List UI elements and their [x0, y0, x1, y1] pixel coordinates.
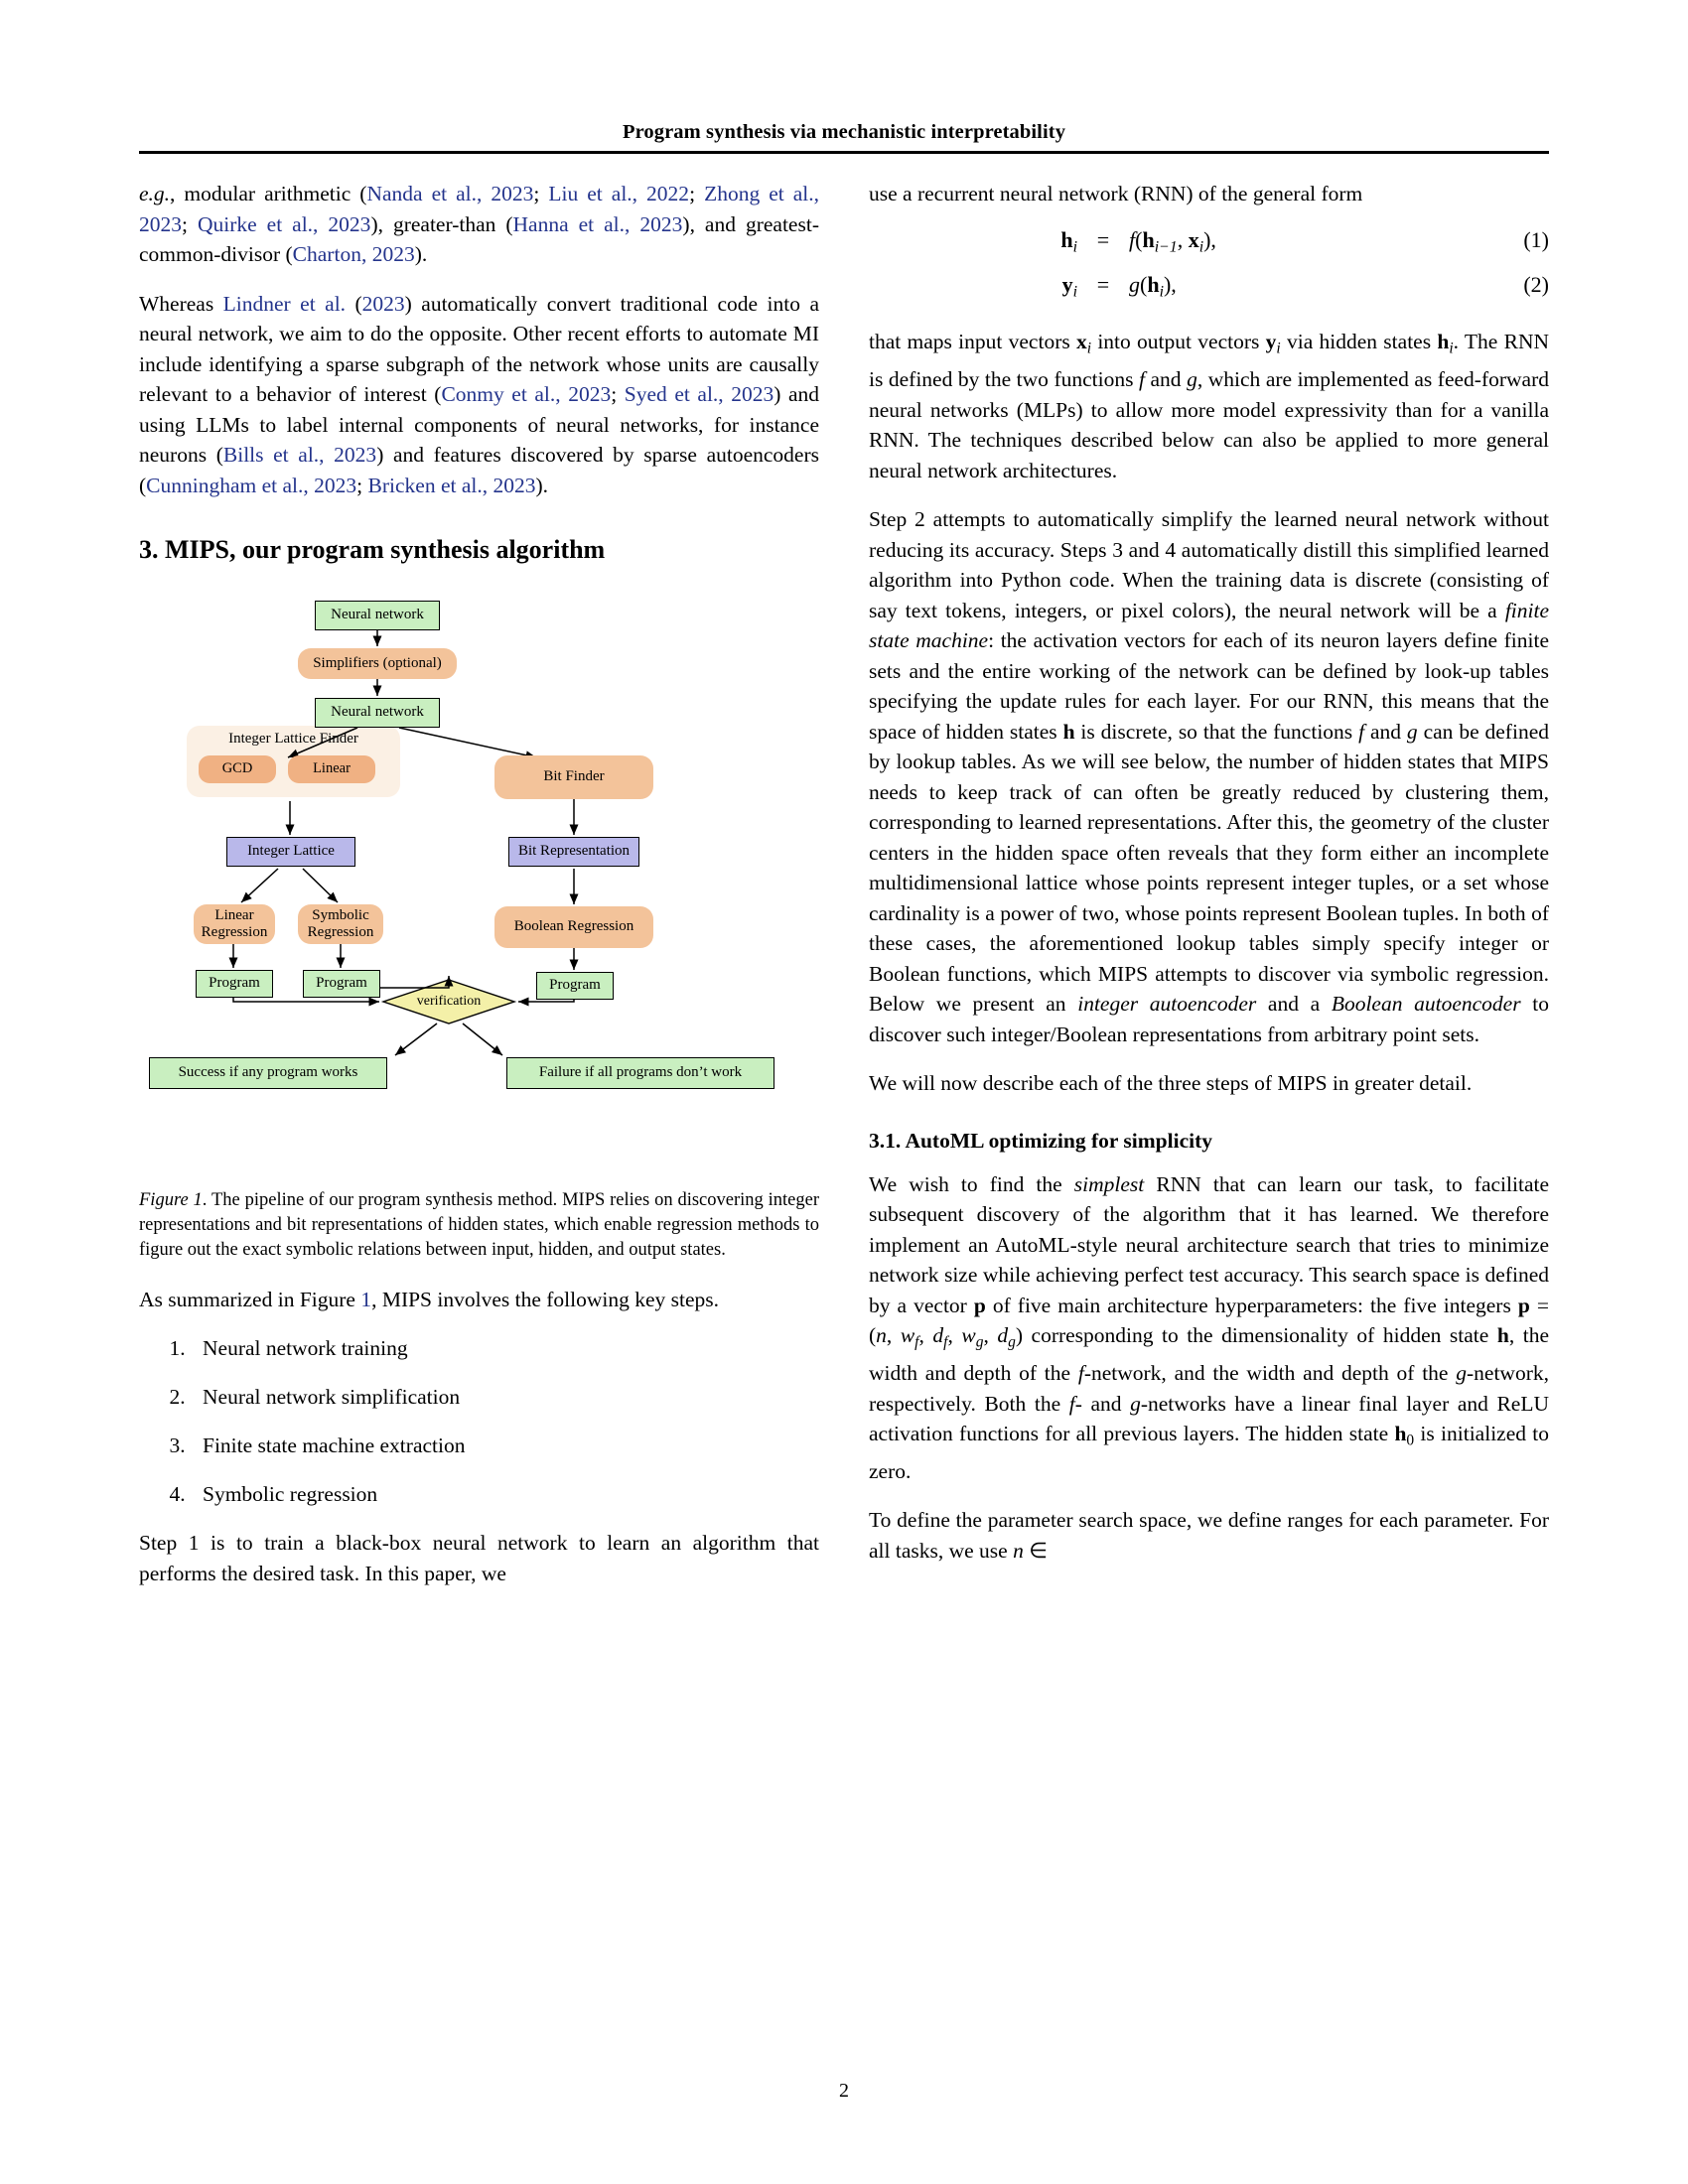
boolean-autoencoder-italic: Boolean autoencoder	[1331, 992, 1521, 1017]
figure-label: Figure 1	[139, 1189, 203, 1210]
citation-bricken[interactable]: Bricken et al., 2023	[367, 473, 536, 497]
citation-cunningham[interactable]: Cunningham et al., 2023	[146, 473, 357, 497]
running-header: Program synthesis via mechanistic interpretability	[622, 121, 1066, 143]
diagram-node-linear-regression	[194, 904, 275, 944]
linear-regression-line-1: Linear	[214, 906, 254, 923]
figure-1-pipeline-diagram	[139, 587, 819, 1182]
citation-quirke[interactable]: Quirke et al., 2023	[197, 211, 371, 236]
list-item: 3. Finite state machine extraction	[191, 1431, 819, 1460]
page-number: 2	[839, 2080, 849, 2102]
list-item: 4. Symbolic regression	[191, 1479, 819, 1509]
symbolic-regression-line-2: Regression	[307, 923, 374, 940]
right-paragraph-1: use a recurrent neural network (RNN) of the general form	[869, 182, 1363, 205]
left-paragraph-3: As summarized in Figure 1, MIPS involves the following key steps.	[139, 1287, 720, 1311]
two-column-body	[139, 179, 1549, 2045]
right-paragraph-6: To define the parameter search space, we define ranges for each parameter. For all tasks, we use n ∈	[869, 1508, 1549, 1563]
citation-lindner-year[interactable]: 2023	[361, 291, 405, 316]
symbolic-regression-line-1: Symbolic	[312, 906, 369, 923]
figure-1-caption	[139, 1188, 819, 1263]
diagram-node-program-2: Program	[303, 970, 380, 998]
figure-reference-link[interactable]: 1	[360, 1287, 372, 1311]
diagram-node-linear: Linear	[288, 755, 375, 783]
diagram-node-gcd: GCD	[199, 755, 276, 783]
citation-liu[interactable]: Liu et al., 2022	[548, 182, 690, 205]
citation-nanda[interactable]: Nanda et al., 2023	[366, 182, 534, 205]
diagram-node-bit-representation: Bit Representation	[508, 837, 639, 867]
equation-1-lhs: $h_i$	[1060, 226, 1077, 255]
figure-caption-text: . The pipeline of our program synthesis method. MIPS relies on discovering integer representations and bit representations of hidden states, which enable regression methods to figure out the exact symbolic relations between input, hidden, and output states.	[139, 1189, 819, 1260]
left-paragraph-1: e.g., modular arithmetic (Nanda et al., 2023; Liu et al., 2022; Zhong et al., 2023; Quirke et al., 2023), greater-than (Hanna et al., 2023), and greatest-common-divisor (Charton, 2023).	[139, 182, 820, 266]
diagram-node-failure: Failure if all programs don’t work	[506, 1057, 774, 1089]
equation-1	[869, 221, 1549, 266]
equation-1-rhs: $f(h_{i-1}$, $x_i$),	[1129, 226, 1216, 255]
equation-2	[869, 266, 1549, 311]
diagram-node-boolean-regression: Boolean Regression	[494, 906, 653, 948]
diagram-node-program-1: Program	[196, 970, 273, 998]
diagram-node-integer-lattice: Integer Lattice	[226, 837, 355, 867]
citation-zhong[interactable]: Zhong et al., 2023	[139, 182, 820, 236]
header-rule	[139, 151, 1549, 154]
equation-block	[869, 221, 1549, 312]
diagram-node-success: Success if any program works	[149, 1057, 387, 1089]
citation-syed[interactable]: Syed et al., 2023	[624, 382, 774, 406]
mips-steps-list	[139, 1333, 819, 1509]
list-item: 1. Neural network training	[191, 1333, 819, 1363]
equation-2-lhs: $y_i$	[1061, 271, 1077, 301]
equation-1-relation: =	[1096, 226, 1110, 252]
right-paragraph-3: Step 2 attempts to automatically simplify the learned neural network without reducing its accuracy. Steps 3 and 4 automatically distill this simplified learned algorithm into Python code. When the training data is discrete (consisting of say text tokens, integers, or pixel colors), the neural network will be a finite state machine: the activation vectors for each of its neuron layers define finite sets and the entire working of the network can be defined by look-up tables specifying the update rules for each layer. For our RNN, this means that the space of hidden states h is discrete, so that the functions f and g can be defined by lookup tables. As we will see below, the number of hidden states that MIPS needs to keep track of can often be greatly reduced by clustering them, corresponding to learned representations. After this, the geometry of the cluster centers in the hidden space often reveals that they form either an incomplete multidimensional lattice whose points represent integer tuples, or a set whose cardinality is a power of two, whose points represent Boolean tuples. In both of these cases, the aforementioned lookup tables simply specify integer or Boolean functions, which MIPS attempts to discover via symbolic regression. Below we present an integer autoencoder and a Boolean autoencoder to discover such integer/Boolean representations from arbitrary point sets.	[869, 507, 1549, 1046]
integer-autoencoder-italic: integer autoencoder	[1077, 992, 1257, 1017]
diagram-node-program-3: Program	[536, 972, 614, 1000]
diagram-node-neural-network-top: Neural network	[315, 601, 440, 630]
right-paragraph-4: We will now describe each of the three steps of MIPS in greater detail.	[869, 1071, 1473, 1096]
subsection-heading-3-1: 3.1. AutoML optimizing for simplicity	[869, 1128, 1212, 1153]
equation-2-relation: =	[1096, 271, 1110, 297]
citation-hanna[interactable]: Hanna et al., 2023	[512, 211, 683, 236]
simplest-italic: simplest	[1073, 1171, 1145, 1196]
left-column	[139, 179, 819, 2045]
equation-2-rhs: $g(h_i)$,	[1129, 271, 1177, 301]
diagram-node-bit-finder: Bit Finder	[494, 755, 653, 799]
diagram-node-simplifiers: Simplifiers (optional)	[298, 648, 457, 679]
citation-bills[interactable]: Bills et al., 2023	[222, 443, 377, 467]
diagram-node-symbolic-regression	[298, 904, 383, 944]
citation-conmy[interactable]: Conmy et al., 2023	[441, 382, 612, 406]
linear-regression-line-2: Regression	[201, 923, 268, 940]
diagram-node-integer-lattice-finder-label: Integer Lattice Finder	[228, 731, 358, 747]
right-column	[869, 179, 1549, 2045]
diagram-node-neural-network-2: Neural network	[315, 698, 440, 728]
right-paragraph-2: that maps input vectors $x_i$ into output vectors $y_i$ via hidden states $h_i$. The RNN is defined by the two functions f and g, which are implemented as feed-forward neural networks (MLPs) to allow more model expressivity than for a vanilla RNN. The techniques described below can also be applied to more general neural network architectures.	[869, 330, 1549, 482]
finite-state-machine-italic: finite state machine	[869, 598, 1549, 653]
citation-lindner[interactable]: Lindner et al.	[222, 291, 347, 316]
right-paragraph-5: We wish to find the simplest RNN that can learn our task, to facilitate subsequent discovery of the algorithm that it has learned. We therefore implement an AutoML-style neural architecture search that tries to minimize network size while achieving perfect test accuracy. This search space is defined by a vector p of five main architecture hyperparameters: the five integers p = (n, $w_f$, $d_f$, $w_g$, $d_g$) corresponding to the dimensionality of hidden state h, the width and depth of the f-network, and the width and depth of the g-network, respectively. Both the f- and g-networks have a linear final layer and ReLU activation functions for all previous layers. The hidden state $h_0$ is initialized to zero.	[869, 1171, 1549, 1483]
equation-1-number: (1)	[1523, 226, 1549, 252]
list-item: 2. Neural network simplification	[191, 1382, 819, 1412]
left-paragraph-2: Whereas Lindner et al. (2023) automatically convert traditional code into a neural network, we aim to do the opposite. Other recent efforts to automate MI include identifying a sparse subgraph of the network whose units are causally relevant to a behavior of interest (Conmy et al., 2023; Syed et al., 2023) and using LLMs to label internal components of neural networks, for instance neurons (Bills et al., 2023) and features discovered by sparse autoencoders (Cunningham et al., 2023; Bricken et al., 2023).	[139, 291, 819, 497]
section-heading-3: 3. MIPS, our program synthesis algorithm	[139, 535, 606, 564]
eg-italic: e.g.	[139, 182, 171, 205]
diagram-node-verification: verification	[416, 994, 482, 1009]
figure-arrows-layer	[139, 587, 819, 1182]
citation-charton[interactable]: Charton, 2023	[292, 242, 415, 266]
left-paragraph-4: Step 1 is to train a black-box neural network to learn an algorithm that performs the desired task. In this paper, we	[139, 1531, 819, 1585]
equation-2-number: (2)	[1523, 271, 1549, 297]
